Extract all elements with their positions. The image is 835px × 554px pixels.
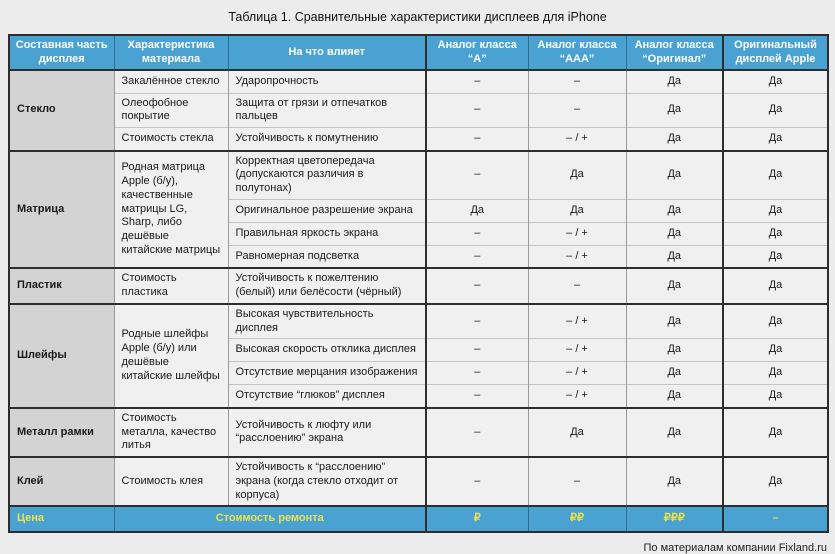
cell-value: Да	[626, 268, 723, 304]
header-original-apple: Оригинальный дисплей Apple	[723, 35, 828, 70]
cell-value: –	[426, 222, 528, 245]
table-row	[9, 457, 828, 506]
cell-value: – / +	[528, 222, 626, 245]
header-analog-aaa: Аналог класса “ААА”	[528, 35, 626, 70]
cell-value: Да	[626, 151, 723, 200]
cell-effect: Устойчивость к “расслоению” экрана (когда стекло отходит от корпуса)	[228, 457, 426, 506]
cell-effect: Устойчивость к пожелтению (белый) или белёсости (чёрный)	[228, 268, 426, 304]
cell-value: –	[426, 268, 528, 304]
table-row	[9, 93, 828, 128]
cell-material: Стоимость клея	[114, 457, 228, 506]
cell-effect: Устойчивость к люфту или “расслоению” экрана	[228, 408, 426, 457]
cell-value: – / +	[528, 362, 626, 385]
cell-value: Да	[723, 70, 828, 93]
cell-value: –	[426, 128, 528, 151]
header-analog-original: Аналог класса “Оригинал”	[626, 35, 723, 70]
price-value: ₽₽₽	[626, 506, 723, 532]
cell-value: Да	[626, 362, 723, 385]
table-header-row	[9, 35, 828, 70]
table-row	[9, 151, 828, 200]
cell-value: Да	[723, 362, 828, 385]
price-value: –	[723, 506, 828, 532]
table-row	[9, 70, 828, 93]
cell-component: Пластик	[9, 268, 114, 304]
cell-value: –	[426, 457, 528, 506]
price-row	[9, 506, 828, 532]
table-row	[9, 304, 828, 339]
source-attribution: По материалам компании Fixland.ru	[643, 542, 827, 554]
cell-value: –	[426, 70, 528, 93]
cell-effect: Оригинальное разрешение экрана	[228, 199, 426, 222]
cell-effect: Правильная яркость экрана	[228, 222, 426, 245]
cell-value: Да	[626, 199, 723, 222]
header-effect: На что влияет	[228, 35, 426, 70]
cell-value: Да	[528, 408, 626, 457]
table-row	[9, 268, 828, 304]
price-label: Цена	[9, 506, 114, 532]
cell-material: Родные шлейфы Apple (б/у) или дешёвые китайские шлейфы	[114, 304, 228, 408]
cell-value: –	[528, 457, 626, 506]
cell-component: Стекло	[9, 70, 114, 151]
cell-value: Да	[626, 128, 723, 151]
cell-value: Да	[723, 408, 828, 457]
cell-value: –	[426, 245, 528, 268]
cell-value: – / +	[528, 245, 626, 268]
cell-value: –	[426, 362, 528, 385]
cell-value: –	[426, 408, 528, 457]
cell-value: –	[426, 151, 528, 200]
cell-value: –	[426, 385, 528, 408]
cell-effect: Высокая чувствительность дисплея	[228, 304, 426, 339]
cell-effect: Высокая скорость отклика дисплея	[228, 339, 426, 362]
cell-effect: Корректная цветопередача (допускаются различия в полутонах)	[228, 151, 426, 200]
cell-value: Да	[626, 385, 723, 408]
cell-material: Стоимость металла, качество литья	[114, 408, 228, 457]
header-material: Характеристика материала	[114, 35, 228, 70]
cell-value: –	[528, 93, 626, 128]
cell-value: –	[426, 339, 528, 362]
table-row	[9, 128, 828, 151]
cell-value: – / +	[528, 304, 626, 339]
cell-value: Да	[723, 385, 828, 408]
cell-material: Закалённое стекло	[114, 70, 228, 93]
cell-effect: Отсутствие “глюков” дисплея	[228, 385, 426, 408]
cell-effect: Ударопрочность	[228, 70, 426, 93]
cell-value: – / +	[528, 339, 626, 362]
cell-effect: Равномерная подсветка	[228, 245, 426, 268]
cell-value: Да	[723, 245, 828, 268]
header-analog-a: Аналог класса “А”	[426, 35, 528, 70]
price-value: ₽₽	[528, 506, 626, 532]
comparison-table	[8, 34, 829, 533]
price-description: Стоимость ремонта	[114, 506, 426, 532]
cell-component: Клей	[9, 457, 114, 506]
cell-effect: Отсутствие мерцания изображения	[228, 362, 426, 385]
header-component: Составная часть дисплея	[9, 35, 114, 70]
cell-component: Шлейфы	[9, 304, 114, 408]
cell-value: Да	[626, 222, 723, 245]
cell-value: Да	[723, 222, 828, 245]
cell-material: Олеофобное покрытие	[114, 93, 228, 128]
cell-value: Да	[723, 93, 828, 128]
cell-value: Да	[626, 339, 723, 362]
price-value: ₽	[426, 506, 528, 532]
cell-value: Да	[626, 93, 723, 128]
cell-value: –	[426, 304, 528, 339]
cell-value: Да	[626, 304, 723, 339]
cell-value: Да	[723, 304, 828, 339]
table-row	[9, 408, 828, 457]
cell-value: Да	[528, 151, 626, 200]
cell-value: Да	[723, 128, 828, 151]
cell-value: Да	[626, 457, 723, 506]
cell-value: – / +	[528, 128, 626, 151]
cell-value: Да	[528, 199, 626, 222]
cell-effect: Защита от грязи и отпечатков пальцев	[228, 93, 426, 128]
cell-value: –	[528, 70, 626, 93]
cell-component: Матрица	[9, 151, 114, 269]
cell-effect: Устойчивость к помутнению	[228, 128, 426, 151]
cell-value: Да	[723, 151, 828, 200]
cell-value: Да	[723, 457, 828, 506]
cell-material: Родная матрица Apple (б/у), качественные матрицы LG, Sharp, либо дешёвые китайские матрицы	[114, 151, 228, 269]
cell-value: Да	[626, 408, 723, 457]
cell-value: Да	[723, 268, 828, 304]
cell-material: Стоимость пластика	[114, 268, 228, 304]
cell-value: Да	[626, 245, 723, 268]
cell-material: Стоимость стекла	[114, 128, 228, 151]
cell-value: Да	[723, 199, 828, 222]
cell-value: Да	[626, 70, 723, 93]
cell-value: – / +	[528, 385, 626, 408]
cell-value: –	[528, 268, 626, 304]
cell-value: Да	[426, 199, 528, 222]
cell-value: Да	[723, 339, 828, 362]
page-title: Таблица 1. Сравнительные характеристики дисплеев для iPhone	[228, 10, 607, 24]
cell-value: –	[426, 93, 528, 128]
cell-component: Металл рамки	[9, 408, 114, 457]
